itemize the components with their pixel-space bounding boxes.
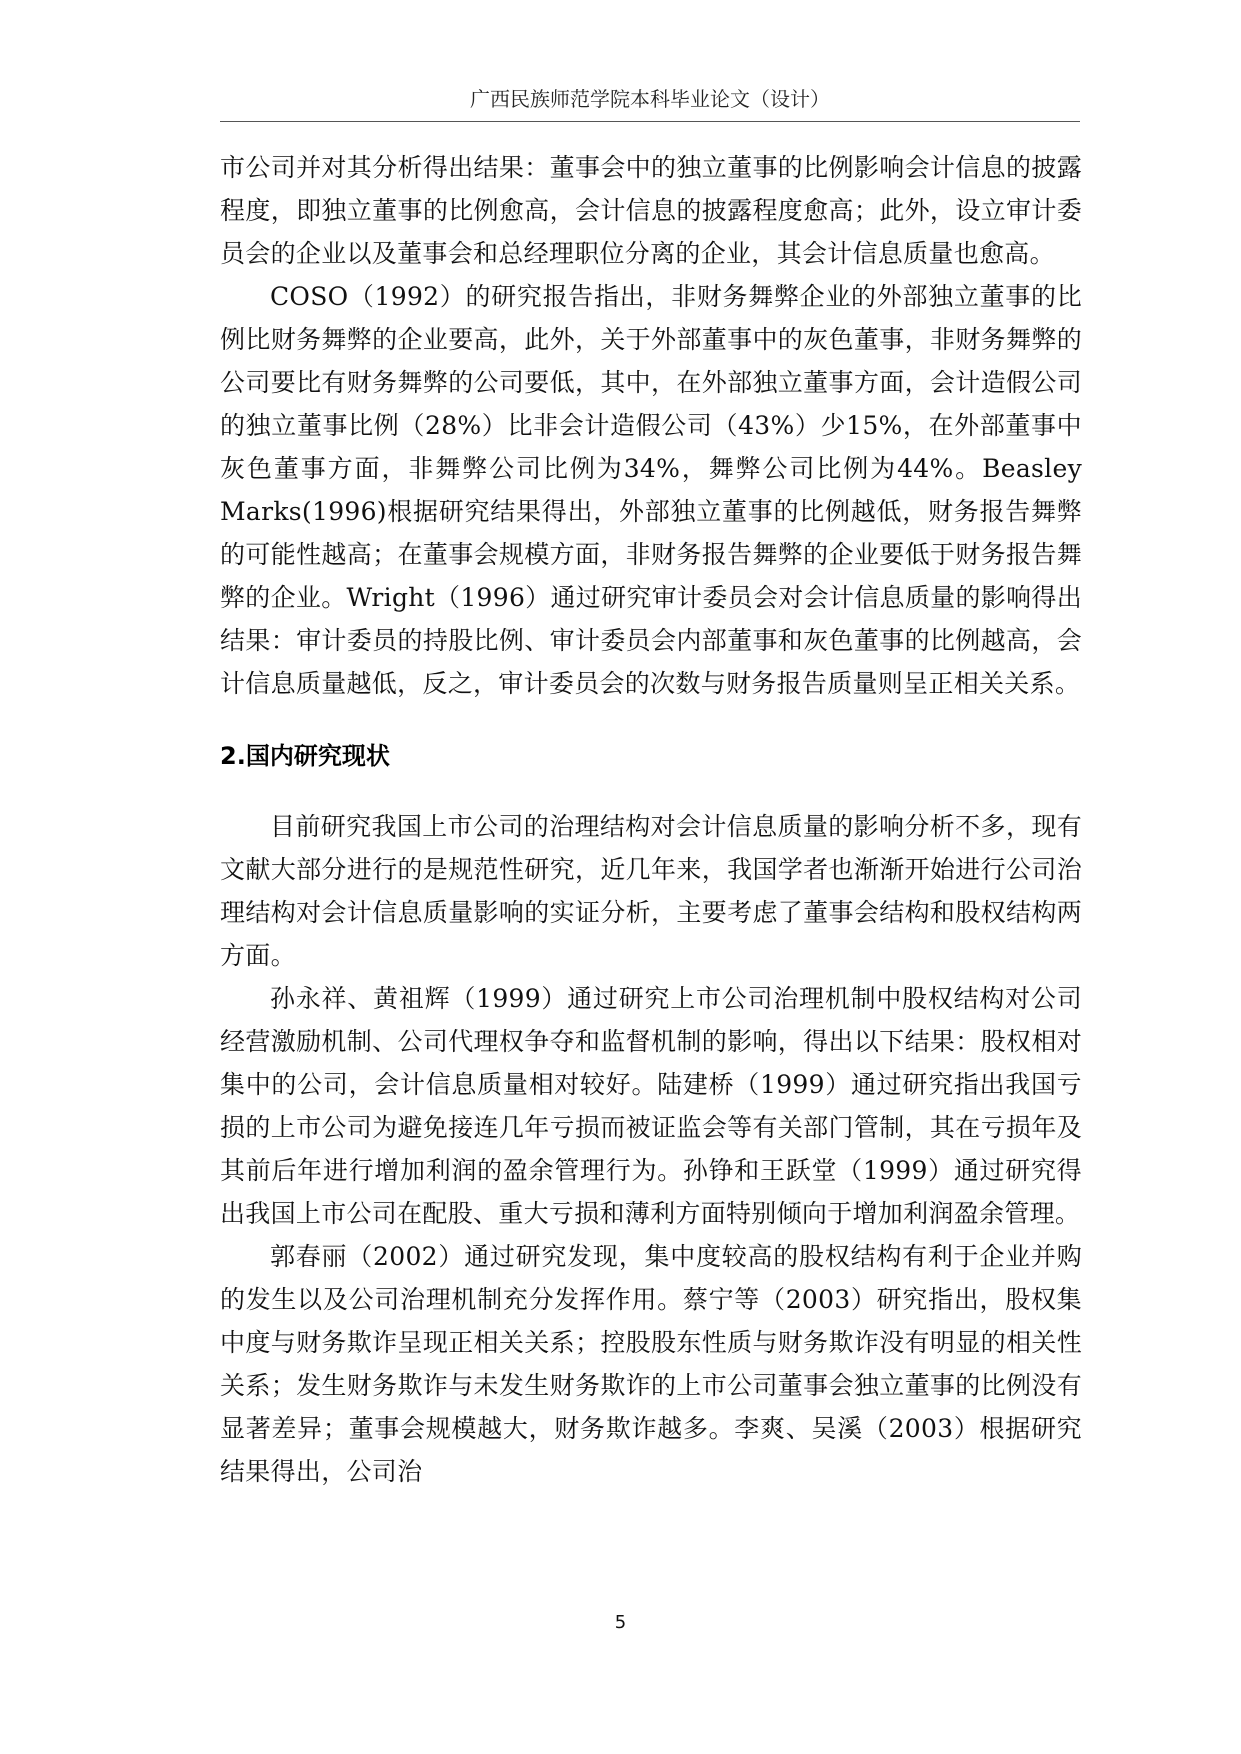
section-heading: 2.国内研究现状 (220, 742, 390, 770)
body-text (220, 146, 1082, 1493)
running-header: 广西民族师范学院本科毕业论文（设计） (470, 87, 830, 111)
paragraph-ownership-structure: 孙永祥、黄祖辉（1999）通过研究上市公司治理机制中股权结构对公司经营激励机制、公司代理权争夺和监督机制的影响，得出以下结果：股权相对集中的公司，会计信息质量相对较好。陆建桥（1999）通过研究指出我国亏损的上市公司为避免接连几年亏损而被证监会等有关部门管制，其在亏损年及其前后年进行增加利润的盈余管理行为。孙铮和王跃堂（1999）通过研究得出我国上市公司在配股、重大亏损和薄利方面特别倾向于增加利润盈余管理。 (220, 984, 1082, 1228)
paragraph-continued: 市公司并对其分析得出结果：董事会中的独立董事的比例影响会计信息的披露程度，即独立董事的比例愈高，会计信息的披露程度愈高；此外，设立审计委员会的企业以及董事会和总经理职位分离的企业，其会计信息质量也愈高。 (220, 153, 1082, 268)
paragraph-coso: COSO（1992）的研究报告指出，非财务舞弊企业的外部独立董事的比例比财务舞弊的企业要高，此外，关于外部董事中的灰色董事，非财务舞弊的公司要比有财务舞弊的公司要低，其中，在外部独立董事方面，会计造假公司的独立董事比例（28%）比非会计造假公司（43%）少15%，在外部董事中灰色董事方面，非舞弊公司比例为34%，舞弊公司比例为44%。Beasley Marks(1996)根据研究结果得出，外部独立董事的比例越低，财务报告舞弊的可能性越高；在董事会规模方面，非财务报告舞弊的企业要低于财务报告舞弊的企业。Wright（1996）通过研究审计委员会对会计信息质量的影响得出结果：审计委员的持股比例、审计委员会内部董事和灰色董事的比例越高，会计信息质量越低，反之，审计委员会的次数与财务报告质量则呈正相关关系。 (220, 282, 1082, 698)
paragraph-domestic-overview: 目前研究我国上市公司的治理结构对会计信息质量的影响分析不多，现有文献大部分进行的是规范性研究，近几年来，我国学者也渐渐开始进行公司治理结构对会计信息质量影响的实证分析，主要考虑了董事会结构和股权结构两方面。 (220, 812, 1082, 970)
paragraph-fraud-studies: 郭春丽（2002）通过研究发现，集中度较高的股权结构有利于企业并购的发生以及公司治理机制充分发挥作用。蔡宁等（2003）研究指出，股权集中度与财务欺诈呈现正相关关系；控股股东性质与财务欺诈没有明显的相关性关系；发生财务欺诈与未发生财务欺诈的上市公司董事会独立董事的比例没有显著差异；董事会规模越大，财务欺诈越多。李爽、吴溪（2003）根据研究结果得出，公司治 (220, 1242, 1082, 1486)
page-number: 5 (614, 1612, 627, 1633)
header-divider (220, 121, 1080, 122)
